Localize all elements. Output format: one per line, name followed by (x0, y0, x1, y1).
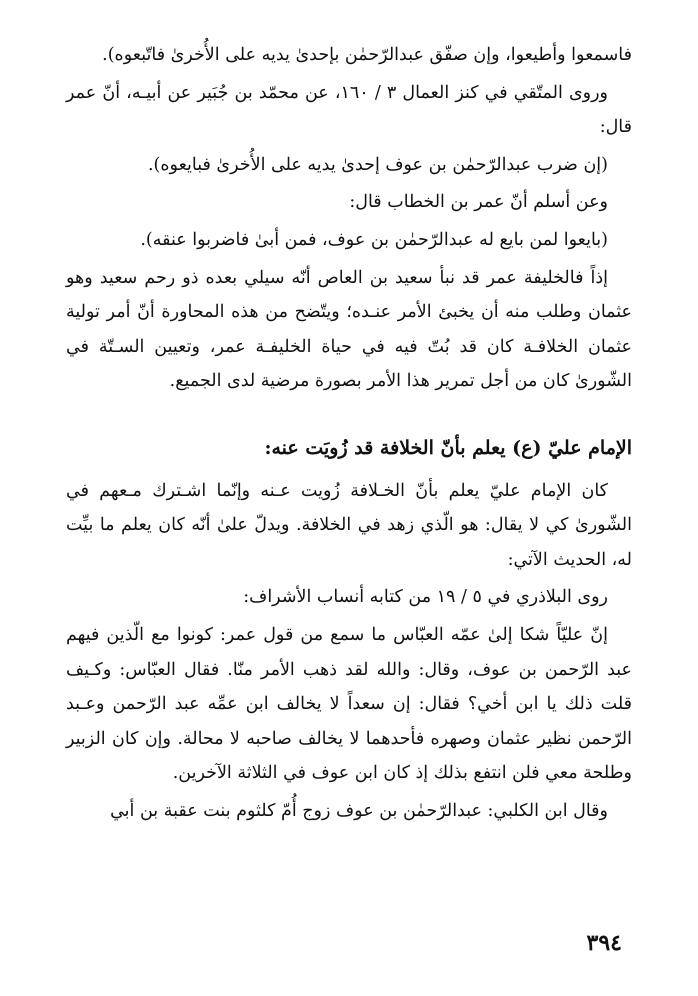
page-number: ٣٩٤ (586, 930, 622, 956)
paragraph-ibn-kalbi: وقال ابن الكلبي: عبدالرّحمٰن بن عوف زوج أُمّ كلثوم بنت عقبة بن أبي (110, 800, 608, 821)
quote-abdulrahman: (إن ضرب عبدالرّحمٰن بن عوف إحدىٰ يديه على الأُخرىٰ فبايعوه). (147, 154, 608, 175)
quote-bayi-u: (بايعوا لمن بايع له عبدالرّحمٰن بن عوف، فمن أبىٰ فاضربوا عنقه). (140, 229, 608, 250)
paragraph-imam-ali: كان الإمام عليّ يعلم بأنّ الخـلافة زُويت عـنه وإنّما اشـترك مـعهم في الشّورىٰ كي لا يقال: هو الّذي زهد في الخلافة. ويدلّ علىٰ أنّه كان يعلم ما بيِّت له، الحديث الآتي: (66, 480, 632, 570)
section-heading: الإمام عليّ (ع) يعلم بأنّ الخلافة قد زُويَت عنه: (264, 436, 632, 459)
paragraph-aslam: وعن أسلم أنّ عمر بن الخطاب قال: (349, 192, 608, 213)
paragraph-muttaqi: وروى المتّقي في كنز العمال ٣ / ١٦٠، عن محمّد بن جُبَير عن أبيـه، أنّ عمر قال: (66, 82, 632, 138)
paragraph-analysis: إذاً فالخليفة عمر قد نبأ سعيد بن العاص أنّه سيلي بعده ذو رحم سعيد وهو عثمان وطلب منه أن يخبئ الأمر عنـده؛ ويتّضح من هذه المحاورة أنّ أمر تولية عثمان الخلافـة كان قد بُتّ فيه في حياة الخليفـة عمر، وتعيين السـتّة في الشّورىٰ كان من أجل تمرير هذا الأمر بصورة مرضية لدى الجميع. (66, 267, 632, 392)
paragraph-baladhuri: روى البلاذري في ٥ / ١٩ من كتابه أنساب الأشراف: (243, 587, 608, 608)
paragraph-quote-end: فاسمعوا وأطيعوا، وإن صفّق عبدالرّحمٰن بإحدىٰ يديه على الأُخرىٰ فاتّبعوه). (102, 45, 632, 65)
page-content (66, 38, 632, 831)
paragraph-abbas-dialogue: إنّ عليّاً شكا إلىٰ عمّه العبّاس ما سمع من قول عمر: كونوا مع الّذين فيهم عبد الرّحمن بن عوف، وقال: والله لقد ذهب الأمر منّا. فقال العبّاس: وكـيف قلت ذلك يا ابن أخي؟ فقال: إن سعداً لا يخالف ابن عمِّه عبد الرّحمن وعـبد الرّحمن نظير عثمان وصهره فأحدهما لا يخالف صاحبه لا محالة. وإن كان الزبير وطلحة معي فلن انتفع بذلك إذ كان ابن عوف في الثلاثة الآخرين. (66, 624, 632, 784)
